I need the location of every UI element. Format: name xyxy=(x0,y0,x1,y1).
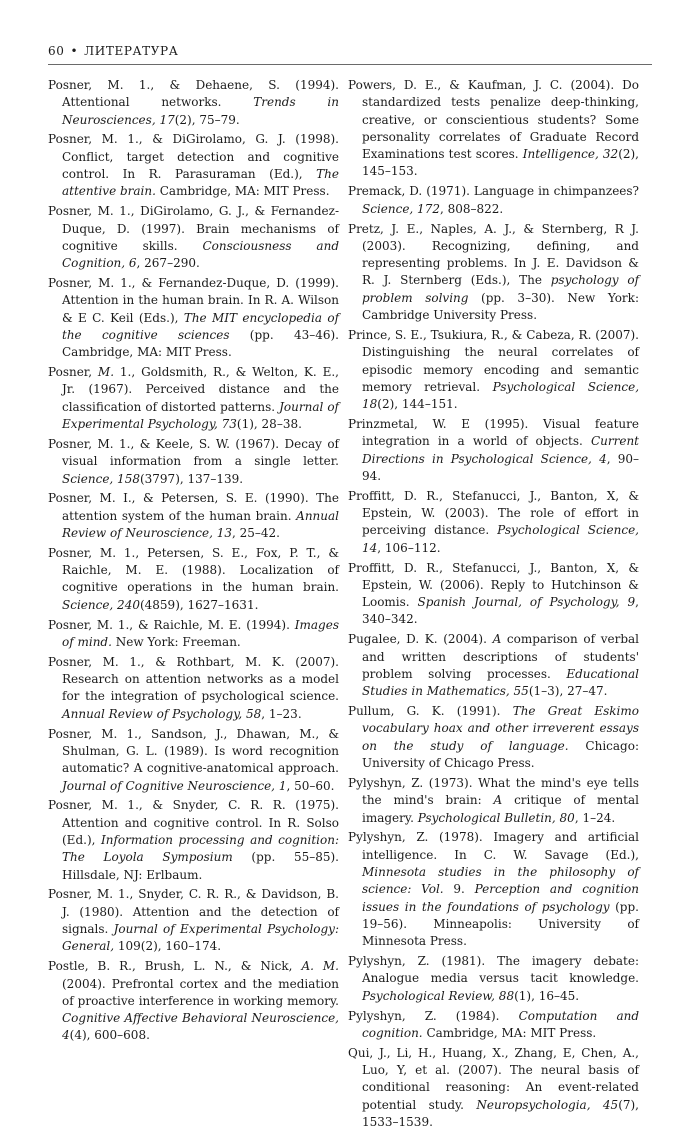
reference-text: , 340–342. xyxy=(362,595,639,627)
reference-text: (pp. 19–56). Minneapolis: University of Minnesota Press. xyxy=(362,899,639,949)
reference-italic-text: Current Directions in Psychological Science, 4 xyxy=(362,434,639,466)
reference-text: New York: Freeman. xyxy=(111,634,241,649)
reference-text: Pretz, J. E., Naples, A. J., & Sternberg, R J. (2003). Recognizing, defining, and representing problems. In J. E. Davidson & R. J. Sternberg (Eds.), The xyxy=(348,221,639,288)
reference-text: , 90–94. xyxy=(362,451,639,483)
reference-italic-text: Psychological Science, 14 xyxy=(362,523,639,555)
reference-text: (3797), 137–139. xyxy=(139,471,244,486)
reference-text: Pugalee, D. K. (2004). xyxy=(348,632,493,647)
reference-text: Posner, M. 1., & Dehaene, S. (1994). Attentional networks. xyxy=(48,78,339,110)
reference-entry xyxy=(348,183,639,218)
reference-text: (2), 144–151. xyxy=(377,397,458,412)
reference-text: Pullum, G. K. (1991). xyxy=(348,704,513,719)
reference-text: Pylyshyn, Z. (1981). The imagery debate: Analogue media versus tacit knowledge. xyxy=(348,954,639,986)
reference-text: Posner, M. 1., & Fernandez-Duque, D. (1999). Attention in the human brain. In R. A. Wilson & E C. Keil (Eds.), xyxy=(48,276,339,325)
reference-entry xyxy=(48,726,339,795)
reference-italic-text: Neuropsychologia, 45 xyxy=(476,1097,619,1112)
reference-italic-text: Science, 240 xyxy=(62,597,140,612)
reference-text: , 106–112. xyxy=(377,540,441,555)
reference-italic-text: Journal of Experimental Psychology: General, xyxy=(62,922,340,954)
reference-italic-text: The MIT encyclopedia of the cognitive sciences xyxy=(62,310,340,342)
page-number: 60 xyxy=(48,44,65,58)
reference-italic-text: The Great Eskimo vocabulary hoax and other irreverent essays on the study of language. xyxy=(362,704,639,753)
reference-entry xyxy=(348,1045,639,1131)
reference-entry xyxy=(348,327,639,413)
reference-text: , 1–23. xyxy=(261,706,302,721)
reference-italic-text: A xyxy=(493,793,503,808)
reference-text: , 267–290. xyxy=(136,256,200,271)
header-separator: • xyxy=(70,44,79,58)
reference-text: , 25–42. xyxy=(231,525,280,540)
reference-text: Pylyshyn, Z. (1973). What the mind's eye tells the mind's brain: xyxy=(348,775,639,808)
reference-entry xyxy=(48,490,339,542)
reference-entry xyxy=(48,364,339,433)
reference-italic-text: Science, 158 xyxy=(62,471,140,486)
section-title: ЛИТЕРАТУРА xyxy=(84,44,179,58)
reference-entry xyxy=(348,488,639,557)
reference-text: (4859), 1627–1631. xyxy=(139,597,259,612)
reference-text: (1), 16–45. xyxy=(514,988,580,1003)
reference-text: Cambridge, MA: MIT Press. xyxy=(422,1025,597,1040)
reference-text: , 1–24. xyxy=(574,810,616,825)
reference-text: (pp. 55–85). Hillsdale, NJ: Erlbaum. xyxy=(62,850,339,882)
reference-italic-text: M. xyxy=(97,365,115,380)
reference-italic-text: Cognitive Affective Behavioral Neuroscience, 4 xyxy=(62,1011,339,1043)
reference-entry xyxy=(48,958,339,1044)
reference-text: Postle, B. R., Brush, L. N., & Nick, xyxy=(48,959,302,974)
reference-text: (1–3), 27–47. xyxy=(528,684,608,699)
reference-italic-text: Journal of Cognitive Neuroscience, 1 xyxy=(62,778,287,793)
header-rule xyxy=(48,64,652,65)
reference-italic-text: Intelligence, 32 xyxy=(522,147,619,162)
reference-text: (2), 75–79. xyxy=(174,112,240,127)
reference-entry xyxy=(348,631,639,700)
reference-text: (pp. 43–46). Cambridge, MA: MIT Press. xyxy=(62,327,339,360)
reference-entry xyxy=(348,221,639,325)
reference-text: Posner, M. 1., & DiGirolamo, G. J. (1998). Conflict, target detection and cognitive control. In R. Parasuraman (Ed.), xyxy=(48,132,339,182)
reference-entry xyxy=(48,275,339,361)
reference-entry xyxy=(348,560,639,629)
reference-entry xyxy=(48,617,339,652)
reference-text: Proffitt, D. R., Stefanucci, J., Banton, X, & Epstein, W. (2006). Reply to Hutchinson & Loomis. xyxy=(348,560,639,610)
reference-text: Posner, M. 1., Petersen, S. E., Fox, P. T., & Raichle, M. E. (1988). Localization of cognitive operations in the human brain. xyxy=(48,545,339,595)
reference-text: (pp. 3–30). New York: Cambridge University Press. xyxy=(362,290,639,323)
reference-italic-text: psychology of problem solving xyxy=(362,273,640,305)
reference-entry xyxy=(48,886,339,955)
reference-text: 109(2), 160–174. xyxy=(114,939,222,954)
reference-entry xyxy=(348,953,639,1005)
reference-text: critique of mental imagery. xyxy=(362,793,639,825)
reference-entry xyxy=(48,131,339,200)
reference-italic-text: Spanish Journal, of Psychology, 9 xyxy=(417,595,636,610)
reference-italic-text: Computation and cognition. xyxy=(362,1008,640,1040)
reference-entry xyxy=(348,416,639,485)
reference-text: Pylyshyn, Z. (1978). Imagery and artificial intelligence. In C. W. Savage (Ed.), xyxy=(348,830,639,862)
reference-text: Posner, M. 1., & Rothbart, M. K. (2007). Research on attention networks as a model for the integration of psychological science. xyxy=(48,654,339,704)
reference-text: Posner, xyxy=(48,365,98,380)
reference-italic-text: Images of mind. xyxy=(62,617,339,649)
reference-text: Posner, M. 1., Sandson, J., Dhawan, M., & Shulman, G. L. (1989). Is word recognition automatic? A cognitive-anatomical approach. xyxy=(48,726,339,776)
reference-text: Chicago: University of Chicago Press. xyxy=(362,738,639,771)
reference-text: Posner, M. 1., Snyder, C. R. R., & Davidson, B. J. (1980). Attention and the detection of signals. xyxy=(48,887,339,937)
reference-text: Qui, J., Li, H., Huang, X., Zhang, E, Chen, A., Luo, Y, et al. (2007). The neural basis of conditional reasoning: An event-related potential study. xyxy=(348,1045,639,1112)
reference-italic-text: Annual Review of Neuroscience, 13 xyxy=(62,508,339,540)
reference-italic-text: Journal of Experimental Psychology, 73 xyxy=(62,399,339,432)
reference-entry xyxy=(348,77,639,181)
reference-text: Posner, M. 1., DiGirolamo, G. J., & Fernandez-Duque, D. (1997). Brain mechanisms of cognitive skills. xyxy=(48,204,339,253)
reference-italic-text: Perception and cognition issues in the foundations of psychology xyxy=(362,882,639,914)
reference-text: Premack, D. (1971). Language in chimpanzees? xyxy=(348,184,639,199)
reference-entry xyxy=(348,703,639,772)
reference-entry xyxy=(48,654,339,723)
reference-italic-text: Trends in Neurosciences, 17 xyxy=(62,95,339,127)
reference-italic-text: Psychological Review, 88 xyxy=(362,988,515,1003)
reference-text: Posner, M. 1., & Raichle, M. E. (1994). xyxy=(48,617,295,632)
reference-text: Prince, S. E., Tsukiura, R., & Cabeza, R. (2007). Distinguishing the neural correlates of episodic memory encoding and semantic memory retrieval. xyxy=(348,327,639,394)
reference-entry xyxy=(348,775,639,827)
reference-entry xyxy=(348,829,639,950)
reference-italic-text: Educational Studies in Mathematics, 55 xyxy=(362,666,639,699)
reference-text: Prinzmetal, W. E (1995). Visual feature integration in a world of objects. xyxy=(348,417,639,449)
reference-text: Proffitt, D. R., Stefanucci, J., Banton, X, & Epstein, W. (2003). The role of effort in perceiving distance. xyxy=(348,488,639,538)
reference-text: , 808–822. xyxy=(439,201,504,216)
reference-text: (7), 1533–1539. xyxy=(362,1097,639,1129)
reference-entry xyxy=(48,545,339,614)
reference-italic-text: Consciousness and Cognition, 6 xyxy=(62,238,339,271)
reference-entry xyxy=(48,203,339,272)
reference-entry xyxy=(48,797,339,883)
reference-entry xyxy=(348,1008,639,1043)
reference-text: Pylyshyn, Z. (1984). xyxy=(348,1008,519,1023)
reference-text: 9. xyxy=(443,882,475,897)
reference-text: Posner, M. 1., & Snyder, C. R. R. (1975). Attention and cognitive control. In R. Solso (Ed.), xyxy=(48,798,339,847)
reference-column-right xyxy=(348,77,639,1134)
reference-italic-text: The attentive brain. xyxy=(62,167,339,199)
reference-text: 1., Goldsmith, R., & Welton, K. E., Jr. (1967). Perceived distance and the classification of distorted patterns. xyxy=(62,365,339,414)
reference-italic-text: A xyxy=(492,632,502,647)
reference-text: (1), 28–38. xyxy=(236,417,302,432)
reference-text: (4), 600–608. xyxy=(69,1028,150,1043)
reference-entry xyxy=(48,77,339,129)
reference-text: , 50–60. xyxy=(286,778,335,793)
reference-italic-text: Psychological Science, 18 xyxy=(362,379,640,412)
reference-text: (2), 145–153. xyxy=(362,147,639,179)
reference-italic-text: Minnesota studies in the philosophy of science: Vol. xyxy=(362,865,639,897)
reference-text: Posner, M. I., & Petersen, S. E. (1990). The attention system of the human brain. xyxy=(48,491,339,523)
reference-text: comparison of verbal and written descriptions of students' problem solving processes. xyxy=(362,632,639,681)
reference-italic-text: Annual Review of Psychology, 58 xyxy=(62,706,262,721)
reference-entry xyxy=(48,436,339,488)
reference-italic-text: Science, 172 xyxy=(362,201,440,216)
reference-italic-text: Information processing and cognition: The Loyola Symposium xyxy=(62,833,340,865)
reference-italic-text: Psychological Bulletin, 80 xyxy=(417,810,575,825)
reference-text: Posner, M. 1., & Keele, S. W. (1967). Decay of visual information from a single letter. xyxy=(48,436,339,469)
running-header xyxy=(48,44,652,58)
reference-text: (2004). Prefrontal cortex and the mediation of proactive interference in working memory. xyxy=(62,976,339,1008)
reference-text: Powers, D. E., & Kaufman, J. C. (2004). Do standardized tests penalize deep-thinking, creative, or conscientious students? Some personality correlates of Graduate Record Examinations test scores. xyxy=(348,78,639,162)
reference-column-left xyxy=(48,77,339,1047)
reference-text: Cambridge, MA: MIT Press. xyxy=(155,184,330,199)
reference-italic-text: A. M. xyxy=(301,959,339,974)
